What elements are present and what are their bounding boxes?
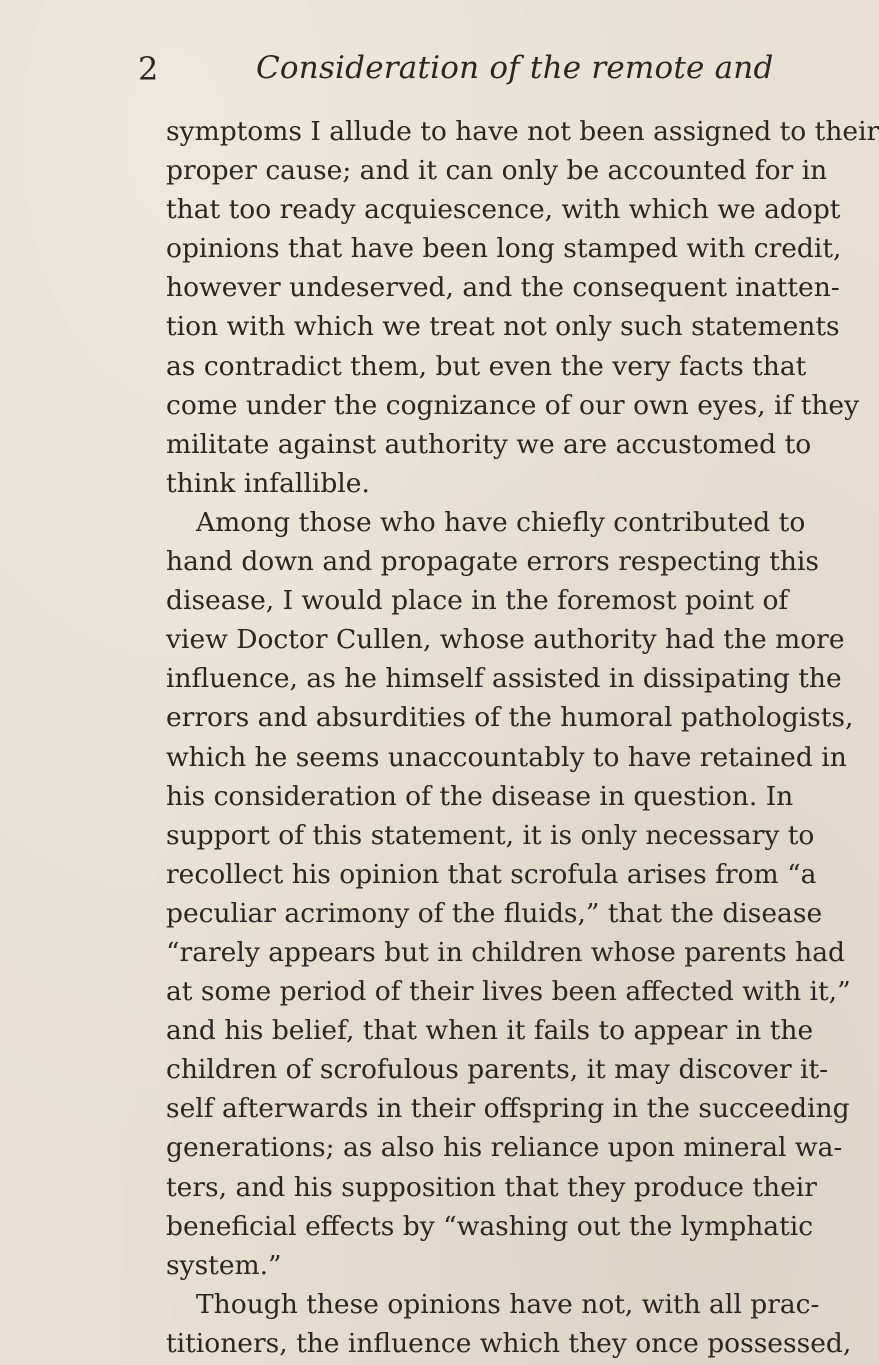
text-line: titioners, the influence which they once possessed, [166, 1327, 852, 1359]
text-line: recollect his opinion that scrofula arises from “a [166, 858, 817, 890]
page-number: 2 [138, 50, 159, 88]
text-line: disease, I would place in the foremost point of [166, 585, 789, 617]
text-line: self afterwards in their offspring in the succeeding [166, 1093, 850, 1125]
text-line: children of scrofulous parents, it may discover it- [166, 1054, 829, 1086]
text-line: hand down and propagate errors respecting this [166, 546, 820, 578]
text-line: at some period of their lives been affected with it,” [166, 976, 851, 1008]
text-line: opinions that have been long stamped with credit, [166, 233, 842, 265]
text-line: generations; as also his reliance upon mineral wa- [166, 1132, 843, 1164]
page-header [138, 42, 774, 98]
text-line: come under the cognizance of our own eyes, if they [166, 389, 860, 421]
text-line: view Doctor Cullen, whose authority had the more [166, 624, 845, 656]
text-line: influence, as he himself assisted in dissipating the [166, 663, 842, 695]
text-line: “rarely appears but in children whose parents had [166, 936, 845, 968]
text-line: system.” [166, 1249, 282, 1281]
text-line: ters, and his supposition that they produce their [166, 1171, 817, 1203]
text-line: proper cause; and it can only be accounted for in [166, 155, 828, 187]
text-line: symptoms I allude to have not been assigned to their [166, 116, 879, 147]
text-line: beneficial effects by “washing out the lymphatic [166, 1210, 814, 1242]
body-text [166, 112, 879, 1363]
text-line: that too ready acquiescence, with which we adopt [166, 194, 841, 226]
text-line: peculiar acrimony of the fluids,” that the disease [166, 897, 823, 929]
text-line: and his belief, that when it fails to appear in the [166, 1015, 814, 1047]
text-line: which he seems unaccountably to have retained in [166, 741, 847, 773]
text-line: errors and absurdities of the humoral pathologists, [166, 702, 854, 734]
text-line: militate against authority we are accustomed to [166, 428, 812, 460]
text-line: as contradict them, but even the very facts that [166, 350, 807, 382]
text-line: support of this statement, it is only necessary to [166, 819, 815, 851]
text-line: Though these opinions have not, with all prac- [196, 1288, 820, 1320]
text-line: think infallible. [166, 467, 370, 499]
text-line: his consideration of the disease in question. In [166, 780, 794, 812]
text-line: Among those who have chiefly contributed to [196, 506, 806, 538]
text-line: however undeserved, and the consequent inatten- [166, 272, 840, 304]
text-line: tion with which we treat not only such statements [166, 311, 840, 343]
running-title: Consideration of the remote and [256, 50, 774, 86]
